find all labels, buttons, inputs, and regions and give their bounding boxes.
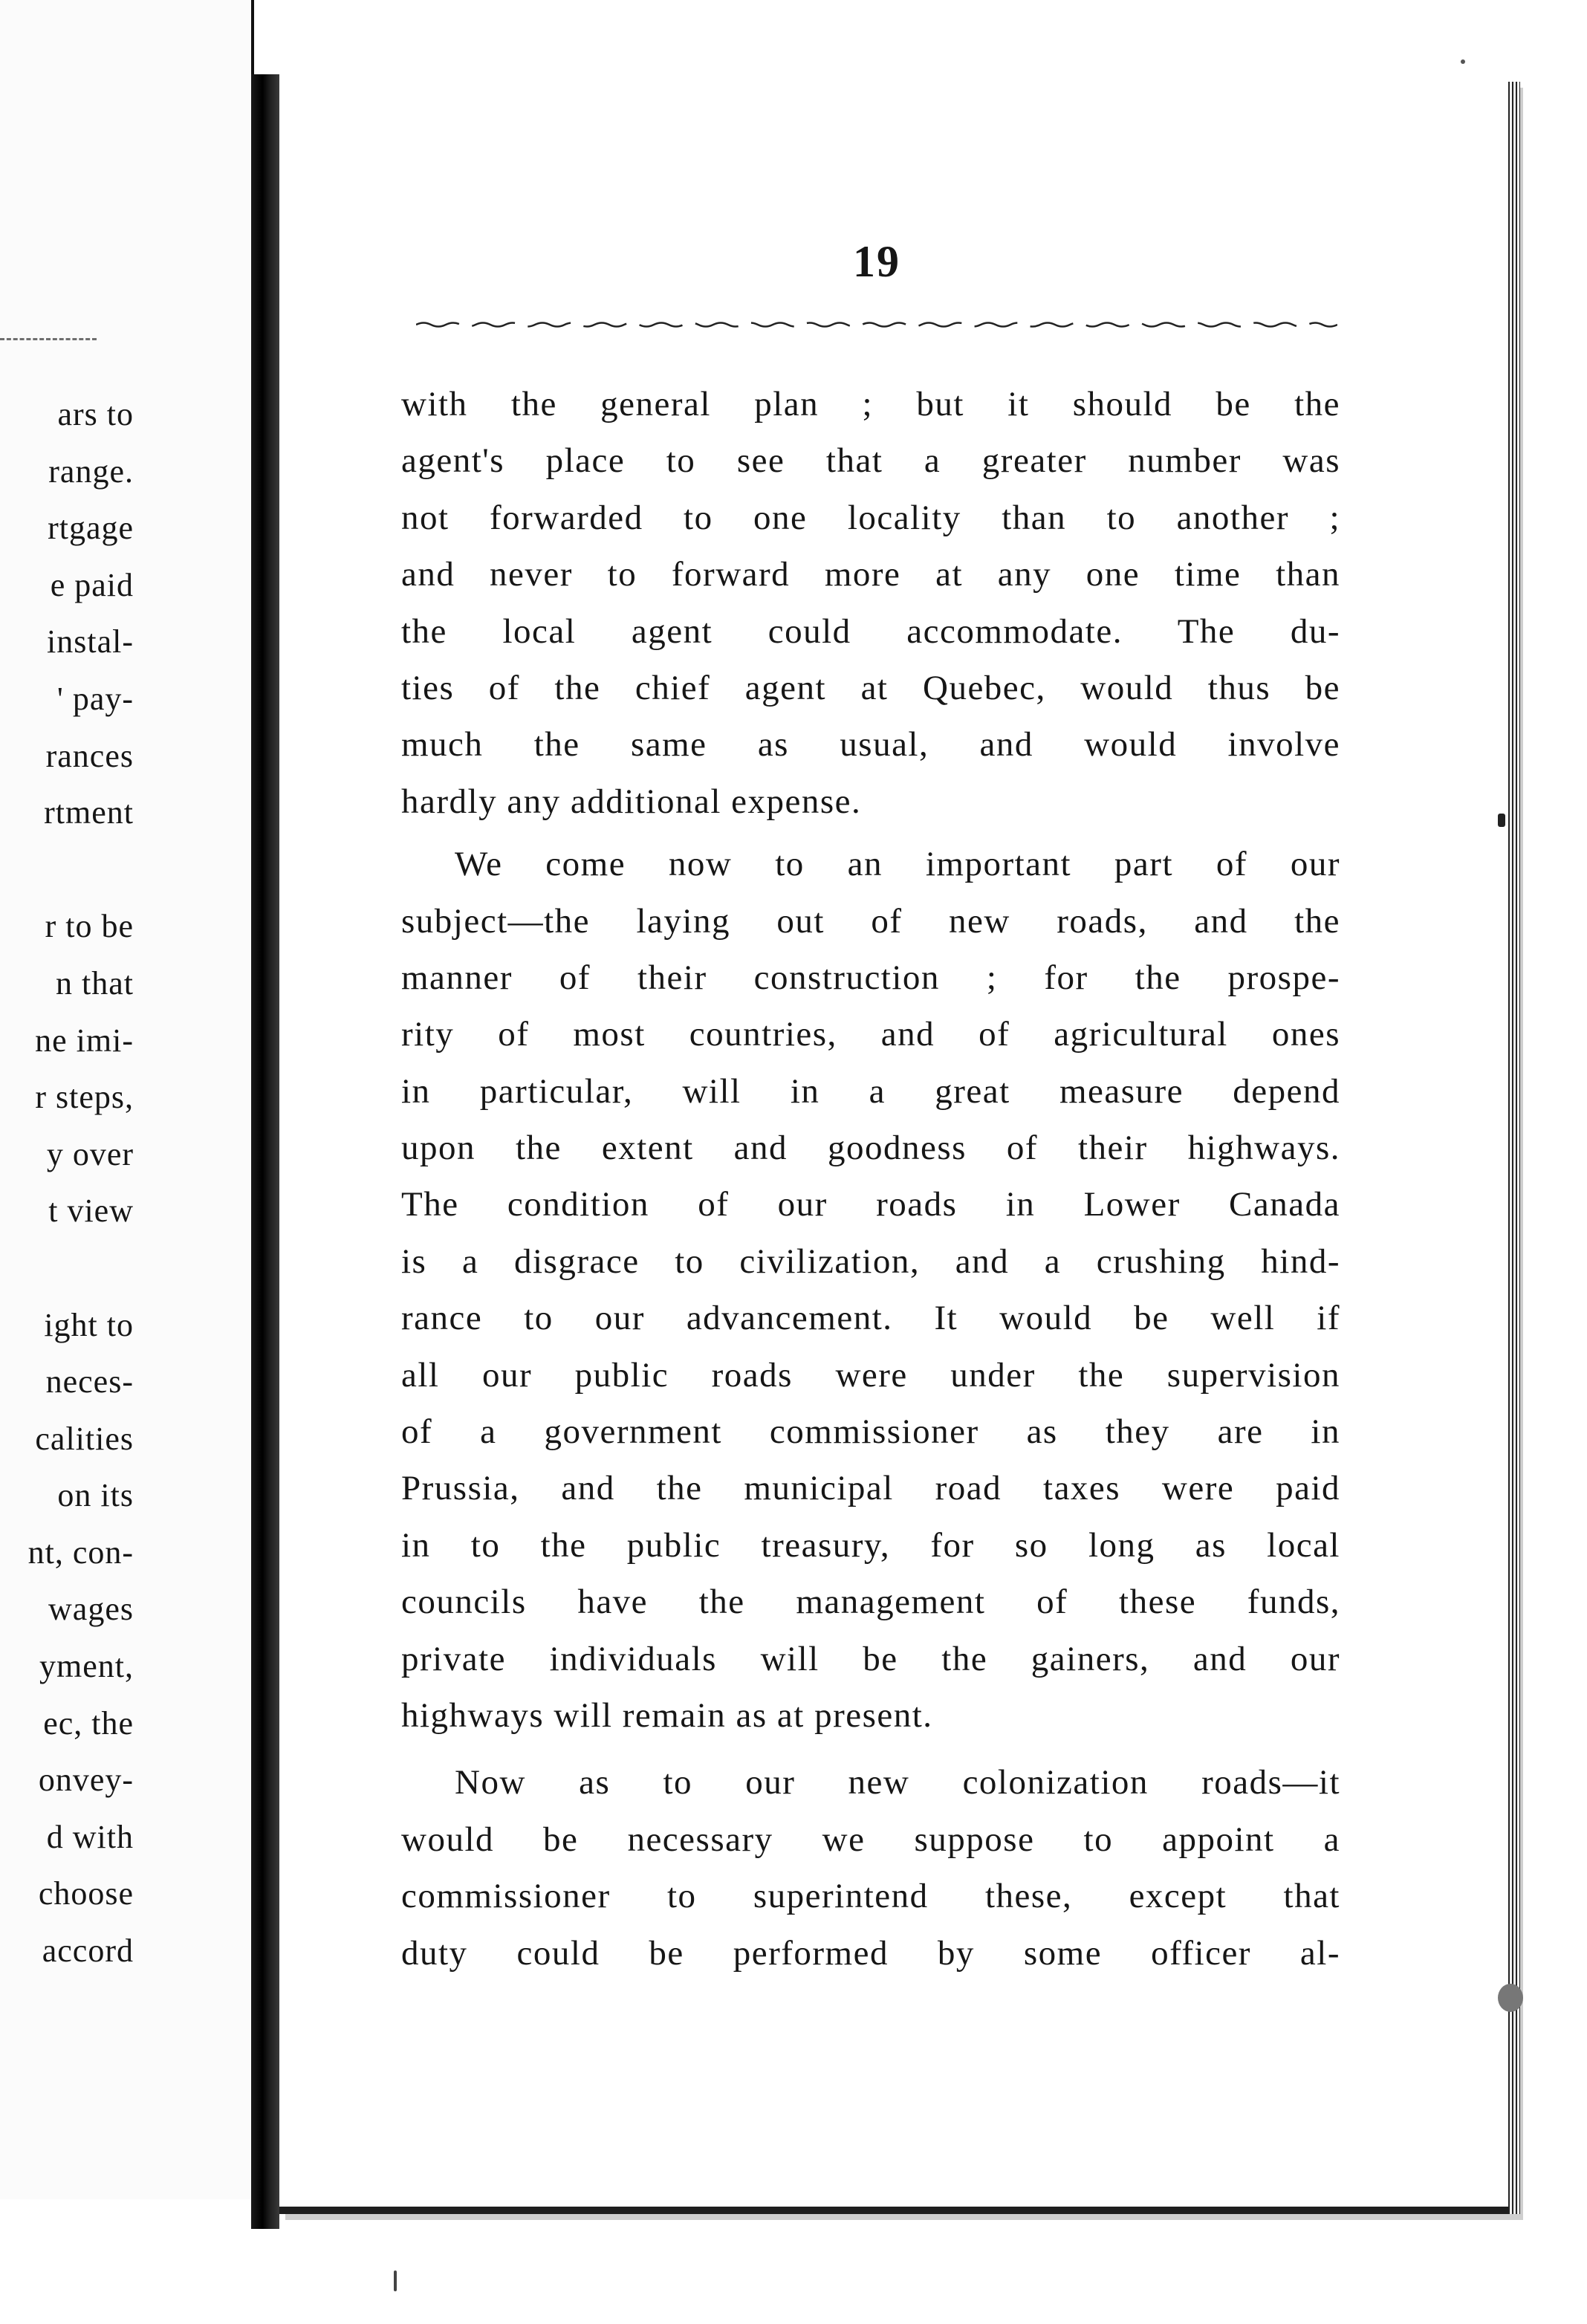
text-line: much the same as usual, and would involve <box>401 725 1340 765</box>
scan-speck <box>394 2271 397 2291</box>
page-body-text <box>401 376 1340 1981</box>
paragraph-first-line: Now as to our new colonization roads—it <box>455 1763 1340 1802</box>
text-line: would be necessary we suppose to appoint a <box>401 1820 1340 1859</box>
text-line: subject—the laying out of new roads, and the <box>401 901 1340 941</box>
facing-line: range. <box>48 452 134 490</box>
facing-line: y over <box>46 1135 134 1172</box>
text-line: rance to our advancement. It would be well if <box>401 1299 1340 1338</box>
facing-line: wages <box>48 1591 134 1628</box>
header-rule <box>416 319 1337 330</box>
facing-line: nt, con- <box>27 1533 134 1571</box>
facing-line: n that <box>56 964 134 1002</box>
text-line: manner of their construction ; for the prospe- <box>401 958 1340 997</box>
text-line: hardly any additional expense. <box>401 782 862 821</box>
facing-line: ne imi- <box>35 1022 134 1059</box>
text-line: is a disgrace to civilization, and a crushing hind- <box>401 1241 1340 1281</box>
facing-line: rances <box>45 737 134 774</box>
facing-page <box>0 0 254 2199</box>
text-line: ties of the chief agent at Quebec, would thus be <box>401 668 1340 707</box>
facing-line: ight to <box>44 1306 134 1343</box>
text-line: and never to forward more at any one time than <box>401 555 1340 594</box>
text-line: highways will remain as at present. <box>401 1695 933 1735</box>
text-line: the local agent could accommodate. The du- <box>401 611 1340 651</box>
facing-line <box>0 842 251 899</box>
facing-line: yment, <box>39 1648 134 1685</box>
text-line: of a government commissioner as they are in <box>401 1412 1340 1452</box>
text-line: private individuals will be the gainers, and our <box>401 1639 1340 1678</box>
text-line: agent's place to see that a greater number was <box>401 441 1340 481</box>
text-line: commissioner to superintend these, except that <box>401 1877 1340 1916</box>
text-line: all our public roads were under the supervision <box>401 1355 1340 1395</box>
facing-line: r steps, <box>35 1079 134 1116</box>
text-line: The condition of our roads in Lower Canada <box>401 1185 1340 1224</box>
scan-speck <box>1498 1984 1523 2012</box>
facing-line: choose <box>38 1875 134 1912</box>
facing-line: onvey- <box>38 1762 134 1799</box>
facing-line <box>0 1240 251 1297</box>
facing-line: e paid <box>50 566 134 603</box>
facing-line: rtgage <box>48 510 134 547</box>
text-line: rity of most countries, and of agricultural ones <box>401 1015 1340 1054</box>
facing-line: calities <box>35 1420 134 1457</box>
facing-line: on its <box>57 1477 134 1514</box>
book-gutter <box>251 74 279 2229</box>
paragraph-first-line: We come now to an important part of our <box>455 845 1340 884</box>
text-line: not forwarded to one locality than to another ; <box>401 498 1340 537</box>
text-line: in particular, will in a great measure depend <box>401 1071 1340 1111</box>
facing-line: ' pay- <box>56 680 134 717</box>
scan-speck <box>1461 59 1465 64</box>
facing-page-header-rule <box>0 338 97 345</box>
facing-line: instal- <box>47 623 134 660</box>
facing-line: ars to <box>57 396 134 432</box>
page-number: 19 <box>853 237 900 286</box>
text-line: in to the public treasury, for so long as local <box>401 1525 1340 1565</box>
text-line: upon the extent and goodness of their highways. <box>401 1129 1340 1168</box>
facing-line: r to be <box>45 908 134 945</box>
facing-line: d with <box>46 1818 134 1855</box>
facing-line: ec, the <box>43 1704 134 1742</box>
facing-line: accord <box>42 1932 134 1970</box>
text-line: councils have the management of these funds, <box>401 1583 1340 1622</box>
text-line: Prussia, and the municipal road taxes were paid <box>401 1469 1340 1508</box>
facing-page-text <box>0 386 251 1980</box>
facing-line: neces- <box>45 1363 134 1400</box>
facing-line: t view <box>48 1192 134 1230</box>
facing-line: rtment <box>44 794 134 831</box>
scan-speck <box>1498 814 1505 827</box>
text-line: duty could be performed by some officer al- <box>401 1933 1340 1973</box>
text-line: with the general plan ; but it should be the <box>401 385 1340 423</box>
page-edge <box>1508 82 1520 2214</box>
